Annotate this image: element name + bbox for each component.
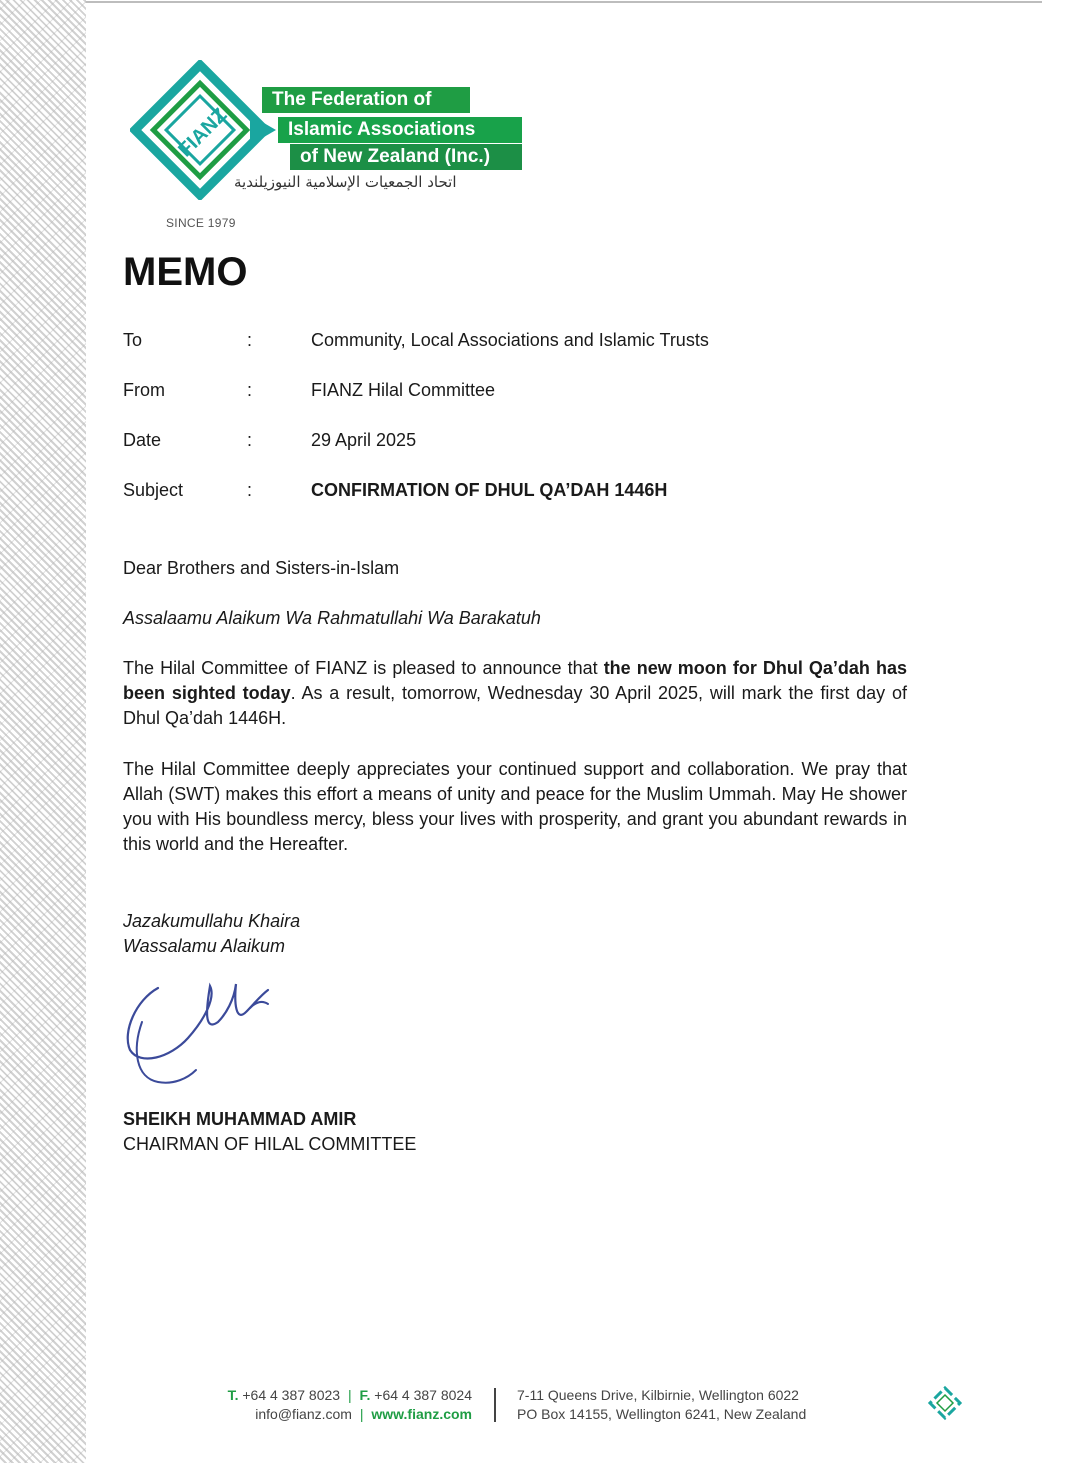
phone-label: T. [227,1387,239,1403]
footer-divider [494,1388,496,1422]
memo-field-to [123,330,923,354]
fianz-mini-emblem-icon [927,1385,963,1421]
field-label: Date [123,430,162,450]
logo-mark-text: FIANZ [174,104,232,162]
signer-name: SHEIKH MUHAMMAD AMIR [123,1109,357,1129]
signature [118,970,288,1100]
field-label: To [123,330,143,350]
org-name-line-1: The Federation of [262,87,470,113]
footer-separator: | [359,1406,364,1422]
org-name-line-3: of New Zealand (Inc.) [290,144,522,170]
address-line-2: PO Box 14155, Wellington 6241, New Zealand [517,1406,807,1422]
appreciation-paragraph: The Hilal Committee deeply appreciates your continued support and collaboration. We pray that Allah (SWT) makes this effort a means of unity and peace for the Muslim Ummah. May He shower you with His boundless mercy, bless your lives with prosperity, and grant you abundant rewards in this world and the Hereafter. [123,759,907,854]
closing-line-1: Jazakumullahu Khaira [123,911,301,931]
islamic-greeting: Assalaamu Alaikum Wa Rahmatullahi Wa Barakatuh [123,608,541,628]
since-label: SINCE 1979 [166,216,236,230]
phone-number: +64 4 387 8023 [242,1387,341,1403]
side-decorative-pattern [0,0,86,1463]
website-link[interactable]: www.fianz.com [371,1406,472,1422]
field-colon: : [247,430,253,450]
para1-suffix: . As a result, tomorrow, Wednesday 30 April 2025, will mark the first day of Dhul Qa’dah 1446H. [123,683,907,728]
field-value: Community, Local Associations and Islamic Trusts [311,330,709,350]
memo-field-from [123,380,923,404]
footer-separator: | [347,1387,352,1403]
memo-field-subject [123,480,923,504]
memo-field-date [123,430,923,454]
field-colon: : [247,480,253,500]
footer-address [517,1386,806,1424]
field-colon: : [247,380,253,400]
salutation: Dear Brothers and Sisters-in-Islam [123,558,400,578]
para1-bold: the new moon for Dhul Qa’dah has been sighted today [123,658,907,703]
fax-label: F. [359,1387,371,1403]
footer-contact [228,1386,472,1424]
memo-title: MEMO [123,250,248,294]
footer [0,1380,1080,1430]
fianz-logo [130,60,530,200]
field-colon: : [247,330,253,350]
org-name-line-2: Islamic Associations [278,117,522,143]
field-label: From [123,380,165,400]
address-line-1: 7-11 Queens Drive, Kilbirnie, Wellington 6022 [517,1387,799,1403]
field-label: Subject [123,480,184,500]
field-value: CONFIRMATION OF DHUL QA’DAH 1446H [311,480,668,500]
org-name-arabic: اتحاد الجمعيات الإسلامية النيوزيلندية [234,173,457,191]
fax-number: +64 4 387 8024 [374,1387,472,1403]
announcement-paragraph [123,656,907,731]
signer-title: CHAIRMAN OF HILAL COMMITTEE [123,1134,417,1154]
closing-line-2: Wassalamu Alaikum [123,936,286,956]
field-value: FIANZ Hilal Committee [311,380,496,400]
para1-prefix: The Hilal Committee of FIANZ is pleased to announce that [123,658,604,678]
top-rule [86,1,1042,3]
field-value: 29 April 2025 [311,430,417,450]
email-link[interactable]: info@fianz.com [255,1406,352,1422]
